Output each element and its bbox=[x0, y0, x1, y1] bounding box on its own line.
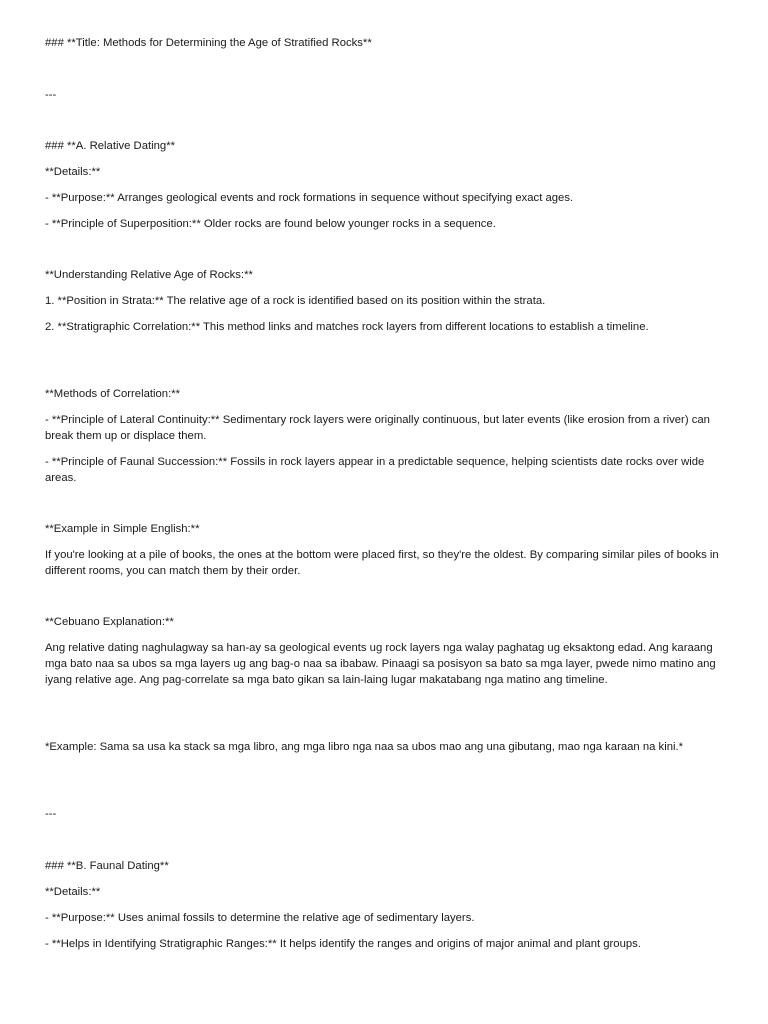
list-item-stratigraphic-correlation: 2. **Stratigraphic Correlation:** This method links and matches rock layers from different locations to establish a timeline. bbox=[45, 321, 649, 333]
cebuano-label: **Cebuano Explanation:** bbox=[45, 616, 174, 628]
section-b-heading: ### **B. Faunal Dating** bbox=[45, 860, 169, 872]
cebuano-example: *Example: Sama sa usa ka stack sa mga libro, ang mga libro nga naa sa ubos mao ang una gibutang, mao nga karaan na kini.* bbox=[45, 741, 684, 753]
example-paragraph: If you're looking at a pile of books, the ones at the bottom were placed first, so they're the oldest. By comparing similar piles of books in different rooms, you can match them by their order. bbox=[45, 549, 722, 577]
stratigraphic-ranges-bullet: - **Helps in Identifying Stratigraphic Ranges:** It helps identify the ranges and origins of major animal and plant groups. bbox=[45, 938, 641, 950]
faunal-succession-bullet: - **Principle of Faunal Succession:** Fossils in rock layers appear in a predictable sequence, helping scientists date rocks over wide areas. bbox=[45, 456, 708, 484]
details-label: **Details:** bbox=[45, 166, 101, 178]
section-a-heading: ### **A. Relative Dating** bbox=[45, 140, 175, 152]
cebuano-paragraph: Ang relative dating naghulagway sa han-ay sa geological events ug rock layers nga walay paghatag ug eksaktong edad. Ang karaang mga bato naa sa ubos sa mga layers ug ang bag-o naa sa ibabaw. Pinaagi sa posisyon sa bato sa mga layer, pwede nimo matino ang iyang relative age. Ang pag-correlate sa mga bato gikan sa lain-laing lugar makatabang nga matino ang timeline. bbox=[45, 642, 719, 686]
purpose-bullet: - **Purpose:** Arranges geological events and rock formations in sequence without specifying exact ages. bbox=[45, 192, 574, 204]
details-label: **Details:** bbox=[45, 886, 101, 898]
list-item-position-in-strata: 1. **Position in Strata:** The relative age of a rock is identified based on its position within the strata. bbox=[45, 295, 546, 307]
separator: --- bbox=[45, 89, 57, 101]
understanding-label: **Understanding Relative Age of Rocks:** bbox=[45, 269, 253, 281]
separator: --- bbox=[45, 808, 57, 820]
methods-label: **Methods of Correlation:** bbox=[45, 388, 181, 400]
document-title: ### **Title: Methods for Determining the Age of Stratified Rocks** bbox=[45, 37, 372, 49]
superposition-bullet: - **Principle of Superposition:** Older rocks are found below younger rocks in a sequence. bbox=[45, 218, 496, 230]
lateral-continuity-bullet: - **Principle of Lateral Continuity:** Sedimentary rock layers were originally continuous, but later events (like erosion from a river) can break them up or displace them. bbox=[45, 414, 714, 442]
purpose-bullet: - **Purpose:** Uses animal fossils to determine the relative age of sedimentary layers. bbox=[45, 912, 475, 924]
example-label: **Example in Simple English:** bbox=[45, 523, 200, 535]
